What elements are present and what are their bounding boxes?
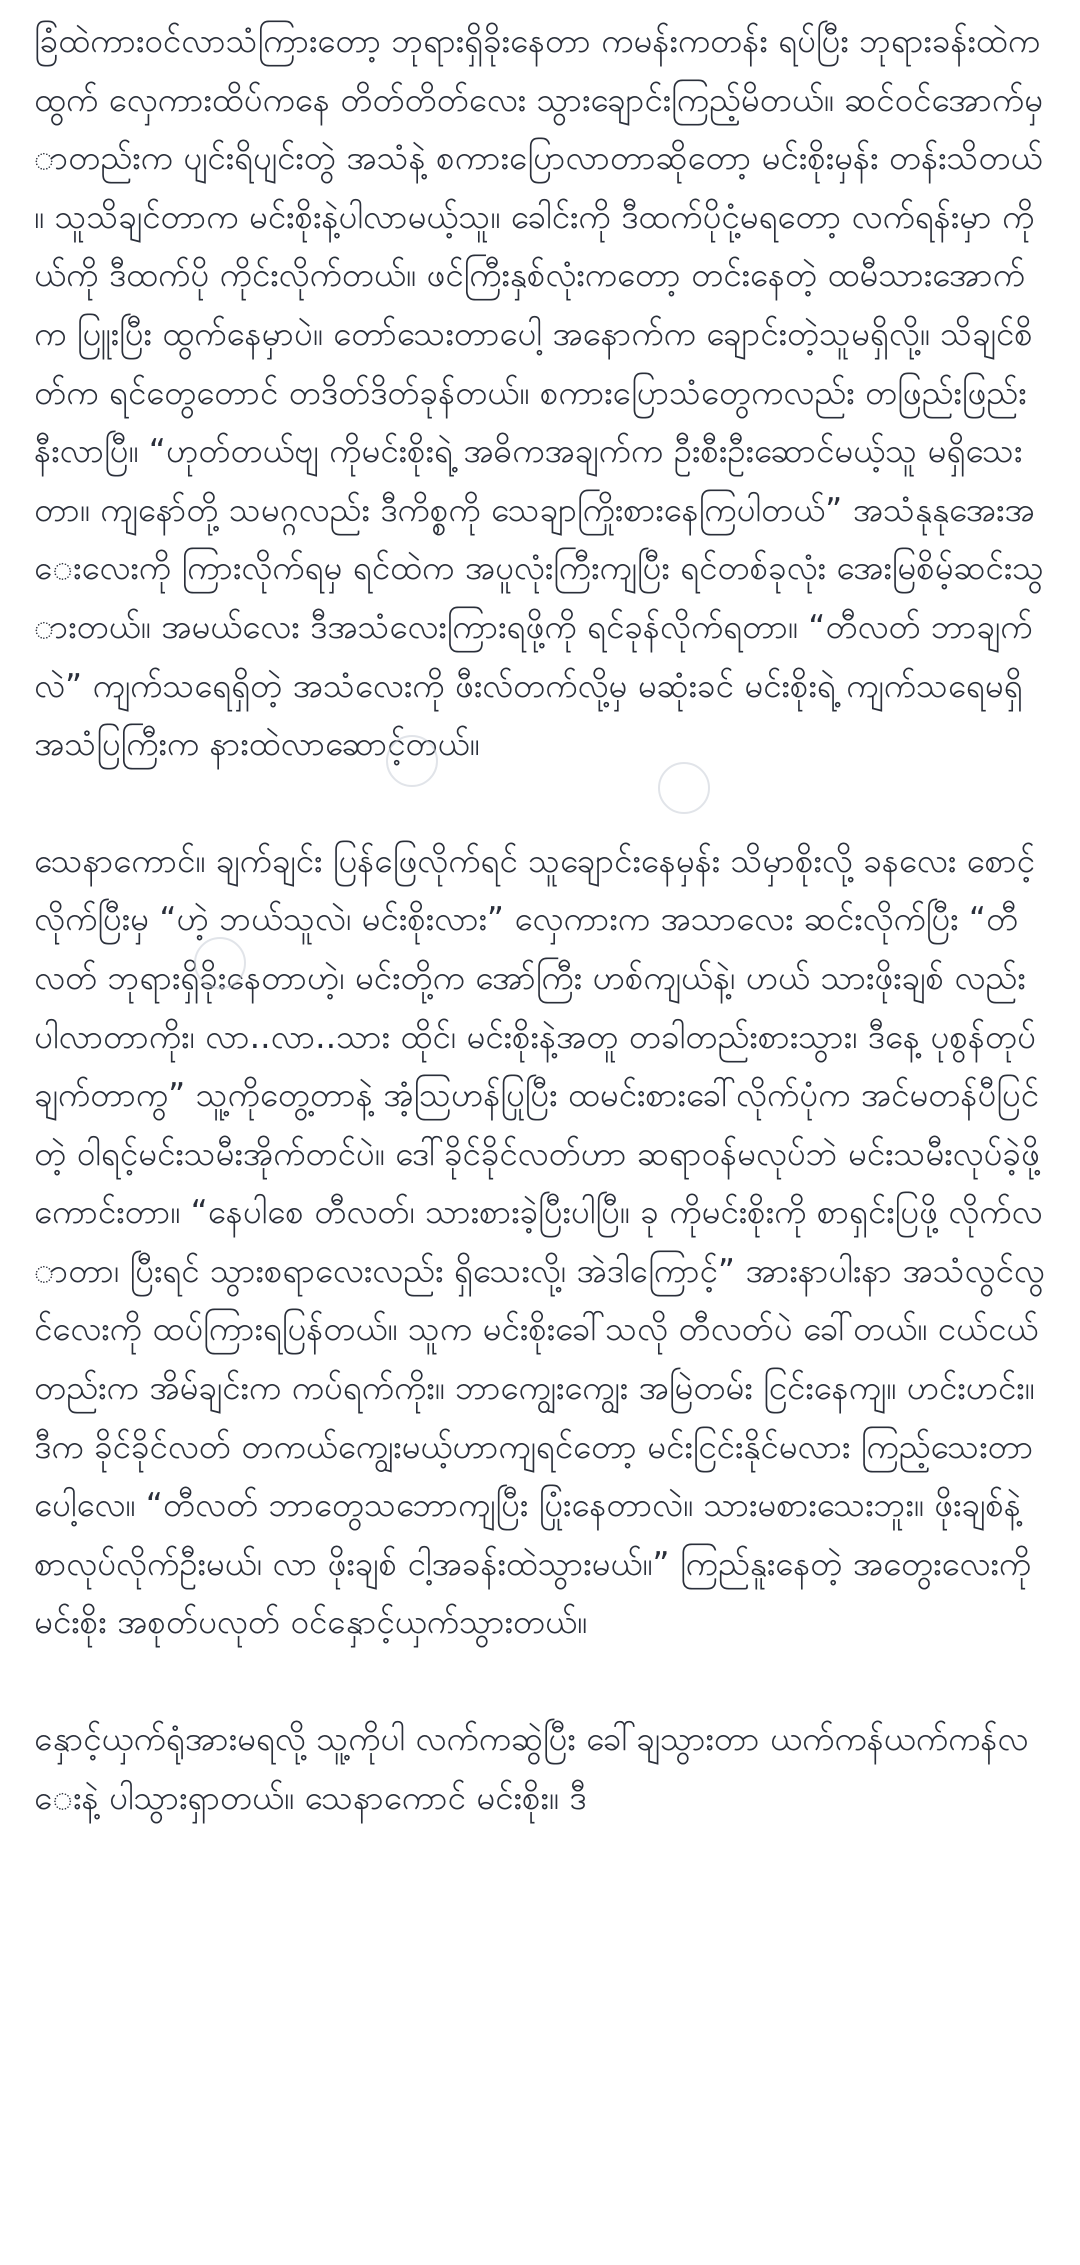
article-paragraph-1: ခြံထဲကားဝင်လာသံကြားတော့ ဘုရားရှိခိုးနေတာ ကမန်းကတန်း ရပ်ပြီး ဘုရားခန်းထဲကထွက် လှေကားထိပ်ကနေ တိတ်တိတ်လေး သွားချောင်းကြည့်မိတယ်။ ဆင်ဝင်အောက်မှာတည်းက ပျင်းရိပျင်းတွဲ အသံနဲ့ စကားပြောလာတာဆိုတော့ မင်းစိုးမှန်း တန်းသိတယ်။ သူသိချင်တာက မင်းစိုးနဲ့ပါလာမယ့်သူ။ ခေါင်းကို ဒီထက်ပိုငုံ့မရတော့ လက်ရန်းမှာ ကိုယ်ကို ဒီထက်ပို ကိုင်းလိုက်တယ်။ ဖင်ကြီးနှစ်လုံးကတော့ တင်းနေတဲ့ ထမီသားအောက်က ပြူးပြီး ထွက်နေမှာပဲ။ တော်သေးတာပေါ့ အနောက်က ချောင်းတဲ့သူမရှိလို့။ သိချင်စိတ်က ရင်တွေတောင် တဒိတ်ဒိတ်ခုန်တယ်။ စကားပြောသံတွေကလည်း တဖြည်းဖြည်း နီးလာပြီ။ “ဟုတ်တယ်ဗျ ကိုမင်းစိုးရဲ့ အဓိကအချက်က ဦးစီးဦးဆောင်မယ့်သူ မရှိသေးတာ။ ကျနော်တို့ သမဂ္ဂလည်း ဒီကိစ္စကို သေချာကြိုးစားနေကြပါတယ်” အသံနုနုအေးအေးလေးကို ကြားလိုက်ရမှ ရင်ထဲက အပူလုံးကြီးကျပြီး ရင်တစ်ခုလုံး အေးမြစိမ့်ဆင်းသွားတယ်။ အမယ်လေး ဒီအသံလေးကြားရဖို့ကို ရင်ခုန်လိုက်ရတာ။ “တီလတ် ဘာချက်လဲ” ကျက်သရေရှိတဲ့ အသံလေးကို ဖီးလ်တက်လို့မှ မဆုံးခင် မင်းစိုးရဲ့ ကျက်သရေမရှိ အသံပြကြီးက နားထဲလာဆောင့်တယ်။ [34, 21, 1044, 764]
article-paragraph-2: သေနာကောင်။ ချက်ချင်း ပြန်ဖြေလိုက်ရင် သူချောင်းနေမှန်း သိမှာစိုးလို့ ခနလေး စောင့်လိုက်ပြီးမှ “ဟဲ့ ဘယ်သူလဲ၊ မင်းစိုးလား” လှေကားက အသာလေး ဆင်းလိုက်ပြီး “တီလတ် ဘုရားရှိခိုးနေတာဟဲ့၊ မင်းတို့က အော်ကြီး ဟစ်ကျယ်နဲ့၊ ဟယ် သားဖိုးချစ် လည်း ပါလာတာကိုး၊ လာ..လာ..သား ထိုင်၊ မင်းစိုးနဲ့အတူ တခါတည်းစားသွား၊ ဒီနေ့ ပုစွန်တုပ် ချက်တာကွ” သူ့ကိုတွေ့တာနဲ့ အံ့သြဟန်ပြုပြီး ထမင်းစားခေါ်လိုက်ပုံက အင်မတန်ပီပြင်တဲ့ ဝါရင့်မင်းသမီးအိုက်တင်ပဲ။ ဒေါ်ခိုင်ခိုင်လတ်ဟာ ဆရာဝန်မလုပ်ဘဲ မင်းသမီးလုပ်ခဲ့ဖို့ ကောင်းတာ။ “နေပါစေ တီလတ်၊ သားစားခဲ့ပြီးပါပြီ။ ခု ကိုမင်းစိုးကို စာရှင်းပြဖို့ လိုက်လာတာ၊ ပြီးရင် သွားစရာလေးလည်း ရှိသေးလို့၊ အဲဒါကြောင့်” အားနာပါးနာ အသံလွင်လွင်လေးကို ထပ်ကြားရပြန်တယ်။ သူက မင်းစိုးခေါ်သလို တီလတ်ပဲ ခေါ်တယ်။ ငယ်ငယ်တည်းက အိမ်ချင်းက ကပ်ရက်ကိုး။ ဘာကျွေးကျွေး အမြဲတမ်း ငြင်းနေကျ။ ဟင်းဟင်း။ ဒီက ခိုင်ခိုင်လတ် တကယ်ကျွေးမယ့်ဟာကျရင်တော့ မင်းငြင်းနိုင်မလား ကြည့်သေးတာပေါ့လေ။ “တီလတ် ဘာတွေသဘောကျပြီး ပြုံးနေတာလဲ။ သားမစားသေးဘူး။ ဖိုးချစ်နဲ့ စာလုပ်လိုက်ဦးမယ်၊ လာ ဖိုးချစ် ငါ့အခန်းထဲသွားမယ်။” ကြည်နူးနေတဲ့ အတွေးလေးကို မင်းစိုး အစုတ်ပလုတ် ဝင်နှောင့်ယှက်သွားတယ်။ [34, 840, 1045, 1642]
article-paragraph-3: နှောင့်ယှက်ရုံအားမရလို့ သူ့ကိုပါ လက်ကဆွဲပြီး ခေါ်ချသွားတာ ယက်ကန်ယက်ကန်လေးနဲ့ ပါသွားရှာတယ်။ သေနာကောင် မင်းစိုး။ ဒီ [34, 1719, 1029, 1817]
